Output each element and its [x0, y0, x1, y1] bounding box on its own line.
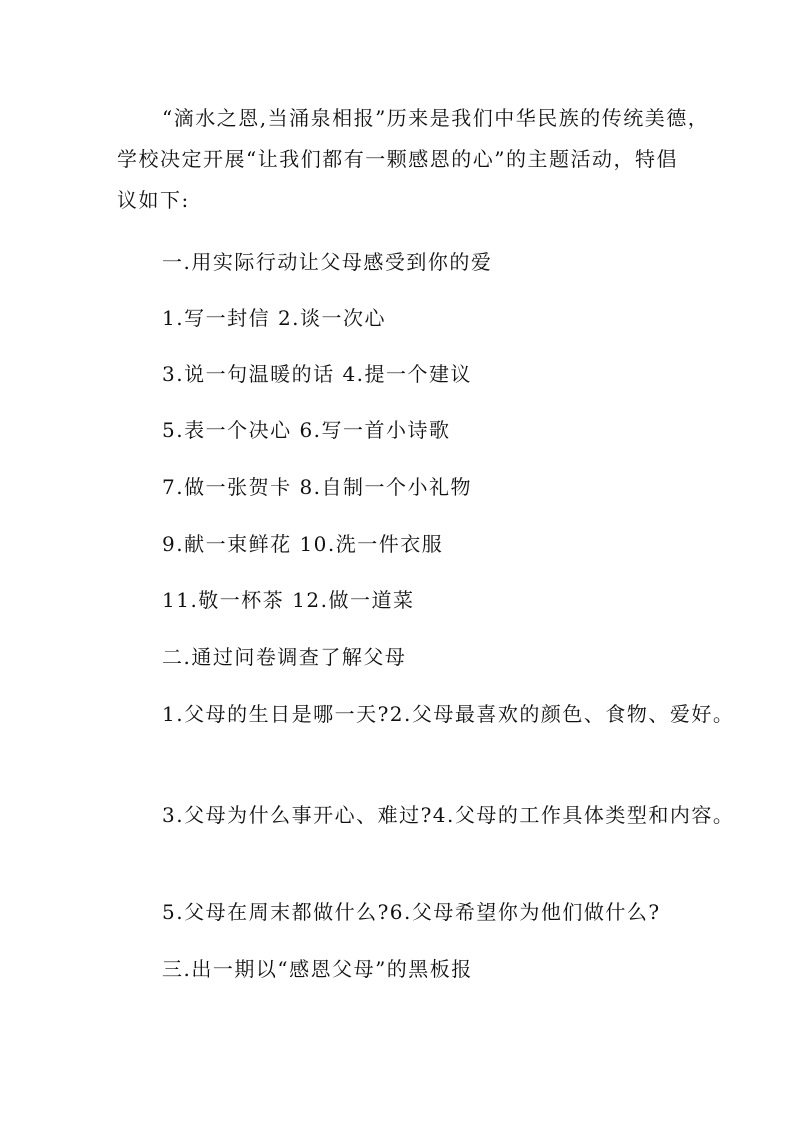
list-item: 11.敬一杯茶 12.做一道菜	[162, 588, 415, 612]
list-item: 3.父母为什么事开心、难过?4.父母的工作具体类型和内容。	[162, 803, 735, 827]
list-item: 5.表一个决心 6.写一首小诗歌	[162, 418, 451, 442]
list-item: 1.父母的生日是哪一天?2.父母最喜欢的颜色、食物、爱好。	[162, 702, 735, 726]
list-item: 3.说一句温暖的话 4.提一个建议	[162, 362, 473, 386]
list-item: 5.父母在周末都做什么?6.父母希望你为他们做什么?	[162, 900, 661, 924]
intro-line-1: “滴水之恩,当涌泉相报”历来是我们中华民族的传统美德，	[162, 106, 710, 130]
section-1-heading: 一.用实际行动让父母感受到你的爱	[162, 250, 493, 274]
list-item: 9.献一束鲜花 10.洗一件衣服	[162, 532, 444, 556]
intro-line-3: 议如下:	[117, 188, 190, 212]
section-2-heading: 二.通过问卷调查了解父母	[162, 645, 407, 669]
intro-line-2: 学校决定开展“让我们都有一颗感恩的心”的主题活动，特倡	[117, 147, 678, 171]
list-item: 7.做一张贺卡 8.自制一个小礼物	[162, 475, 473, 499]
section-3-heading: 三.出一期以“感恩父母”的黑板报	[162, 957, 473, 981]
list-item: 1.写一封信 2.谈一次心	[162, 306, 387, 330]
